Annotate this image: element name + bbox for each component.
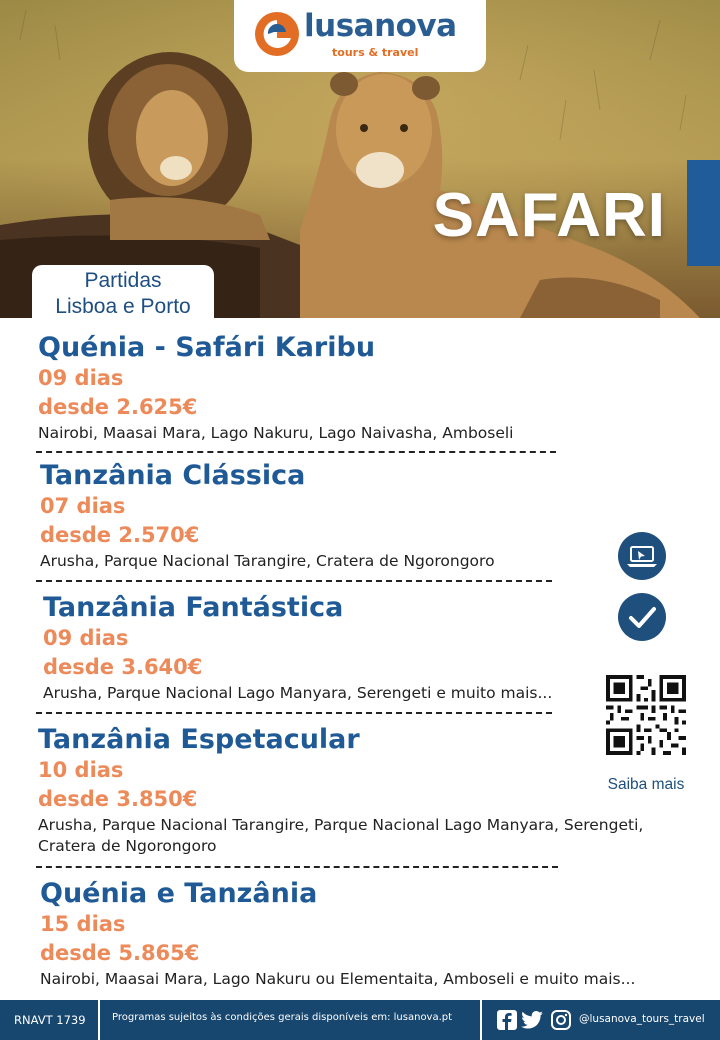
trip-item[interactable] [40, 460, 700, 572]
trip-item[interactable] [38, 332, 698, 444]
departures-cities: Lisboa e Porto [55, 295, 191, 318]
qr-code[interactable] [606, 675, 686, 755]
trip-price: desde 2.625€ [38, 395, 198, 419]
divider [36, 712, 552, 714]
trip-title: Tanzânia Espetacular [38, 724, 360, 755]
page-title: SAFARI [432, 181, 666, 250]
hero-banner [0, 0, 720, 318]
trip-item[interactable] [40, 878, 700, 990]
trip-title: Tanzânia Clássica [40, 460, 306, 491]
departures-label: Partidas [84, 269, 162, 292]
trip-price: desde 5.865€ [40, 941, 200, 965]
trip-title: Tanzânia Fantástica [43, 592, 344, 623]
departures-badge [32, 265, 214, 318]
trip-price: desde 2.570€ [40, 523, 200, 547]
learn-more-link[interactable]: Saiba mais [607, 776, 685, 793]
trip-duration: 09 dias [38, 366, 124, 390]
trip-itinerary: Arusha, Parque Nacional Tarangire, Cratera de Ngorongoro [40, 552, 495, 570]
trip-duration: 15 dias [40, 912, 126, 936]
trip-duration: 10 dias [38, 758, 124, 782]
laptop-icon[interactable] [618, 532, 666, 580]
footer-divider [480, 1000, 482, 1040]
terms-text: Programas sujeitos às condições gerais disponíveis em: lusanova.pt [112, 1012, 453, 1023]
trip-duration: 09 dias [43, 626, 129, 650]
social-handle[interactable]: @lusanova_tours_travel [579, 1013, 705, 1025]
divider [36, 580, 552, 582]
trip-itinerary: Nairobi, Maasai Mara, Lago Nakuru, Lago Naivasha, Amboseli [38, 424, 514, 442]
trip-title: Quénia e Tanzânia [40, 878, 318, 909]
brand-name: lusanova [304, 8, 457, 44]
trip-duration: 07 dias [40, 494, 126, 518]
accent-tab [687, 160, 720, 266]
logo-card[interactable] [234, 0, 486, 72]
footer-divider [98, 1000, 100, 1040]
trip-price: desde 3.850€ [38, 787, 198, 811]
brand-tagline: tours & travel [332, 46, 419, 59]
divider [36, 866, 558, 868]
instagram-icon[interactable] [551, 1010, 571, 1030]
trip-itinerary: Arusha, Parque Nacional Lago Manyara, Serengeti e muito mais... [43, 684, 553, 702]
twitter-icon[interactable] [521, 1011, 543, 1029]
trip-title: Quénia - Safári Karibu [38, 332, 376, 363]
trip-item[interactable] [43, 592, 703, 704]
checkmark-icon[interactable] [618, 593, 666, 641]
trip-item[interactable] [38, 724, 698, 857]
license-number: RNAVT 1739 [14, 1013, 86, 1027]
trip-price: desde 3.640€ [43, 655, 203, 679]
footer-bar [0, 1000, 720, 1040]
trip-itinerary: Arusha, Parque Nacional Tarangire, Parque Nacional Lago Manyara, Serengeti, Cratera de Ngorongoro [38, 816, 644, 855]
trip-itinerary: Nairobi, Maasai Mara, Lago Nakuru ou Elementaita, Amboseli e muito mais... [40, 970, 636, 988]
divider [36, 451, 556, 453]
facebook-icon[interactable] [497, 1010, 517, 1030]
lusanova-logo-icon [254, 10, 300, 58]
